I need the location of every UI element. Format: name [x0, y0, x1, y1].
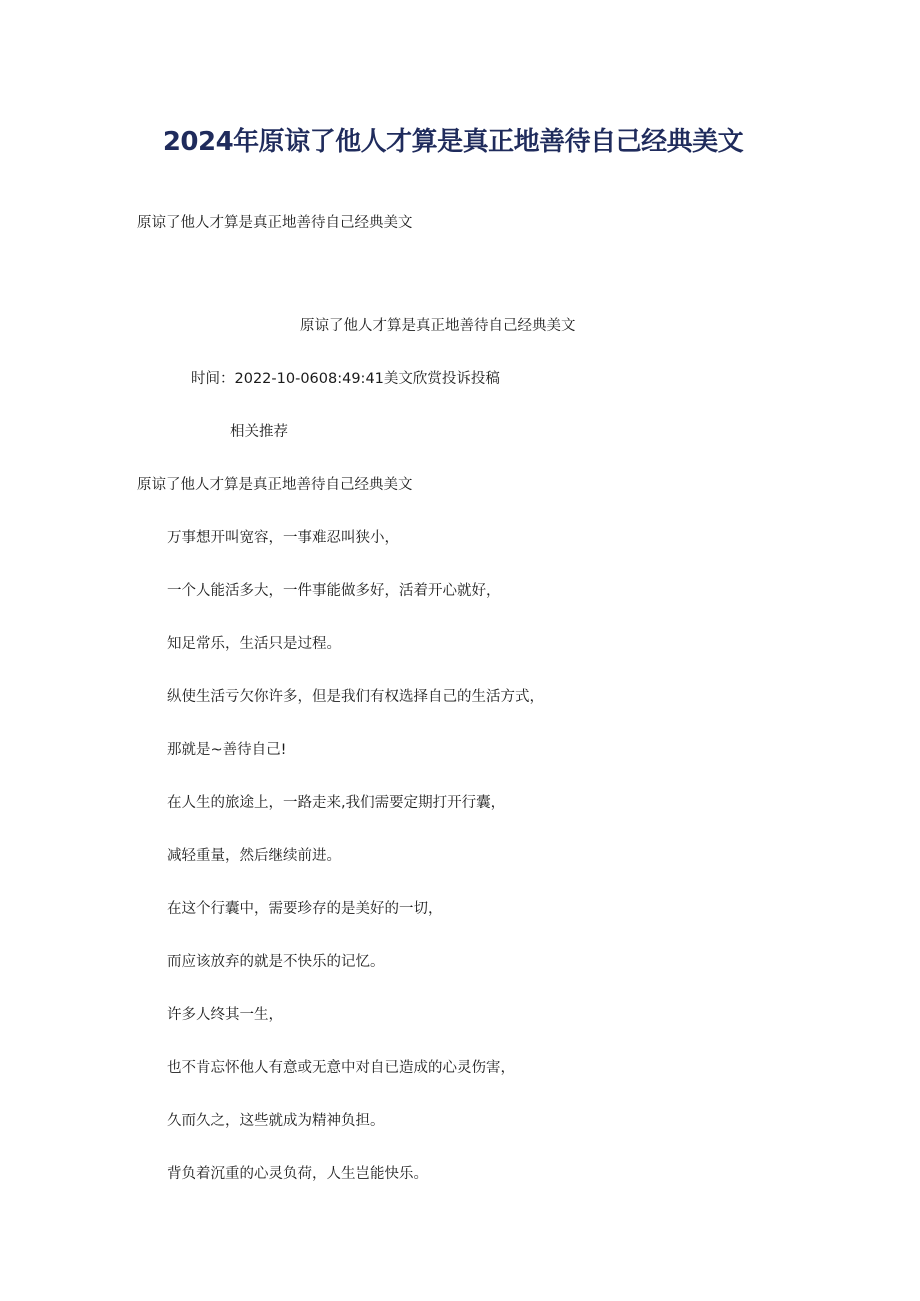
related-recommendations-label: 相关推荐	[230, 424, 288, 440]
body-line: 背负着沉重的心灵负荷，人生岂能快乐。	[167, 1166, 428, 1182]
document-title: 2024年原谅了他人才算是真正地善待自己经典美文	[162, 127, 744, 157]
body-line: 在这个行囊中，需要珍存的是美好的一切，	[167, 901, 443, 917]
body-line: 一个人能活多大，一件事能做多好，活着开心就好，	[167, 583, 501, 599]
body-line: 而应该放弃的就是不快乐的记忆。	[167, 954, 385, 970]
body-line: 减轻重量，然后继续前进。	[167, 848, 341, 864]
document-subtitle: 原谅了他人才算是真正地善待自己经典美文	[137, 215, 413, 231]
body-line: 那就是~善待自己!	[167, 742, 287, 758]
body-line: 万事想开叫宽容，一事难忍叫狭小，	[167, 530, 399, 546]
body-line: 许多人终其一生，	[167, 1007, 283, 1023]
article-intro: 原谅了他人才算是真正地善待自己经典美文	[137, 477, 413, 493]
body-line: 纵使生活亏欠你许多，但是我们有权选择自己的生活方式，	[167, 689, 544, 705]
body-line: 也不肯忘怀他人有意或无意中对自已造成的心灵伤害，	[167, 1060, 515, 1076]
body-line: 久而久之，这些就成为精神负担。	[167, 1113, 385, 1129]
body-line: 在人生的旅途上，一路走来,我们需要定期打开行囊，	[167, 795, 506, 811]
article-heading: 原谅了他人才算是真正地善待自己经典美文	[300, 318, 576, 334]
article-meta: 时间：2022-10-0608:49:41美文欣赏投诉投稿	[191, 371, 500, 387]
body-line: 知足常乐，生活只是过程。	[167, 636, 341, 652]
